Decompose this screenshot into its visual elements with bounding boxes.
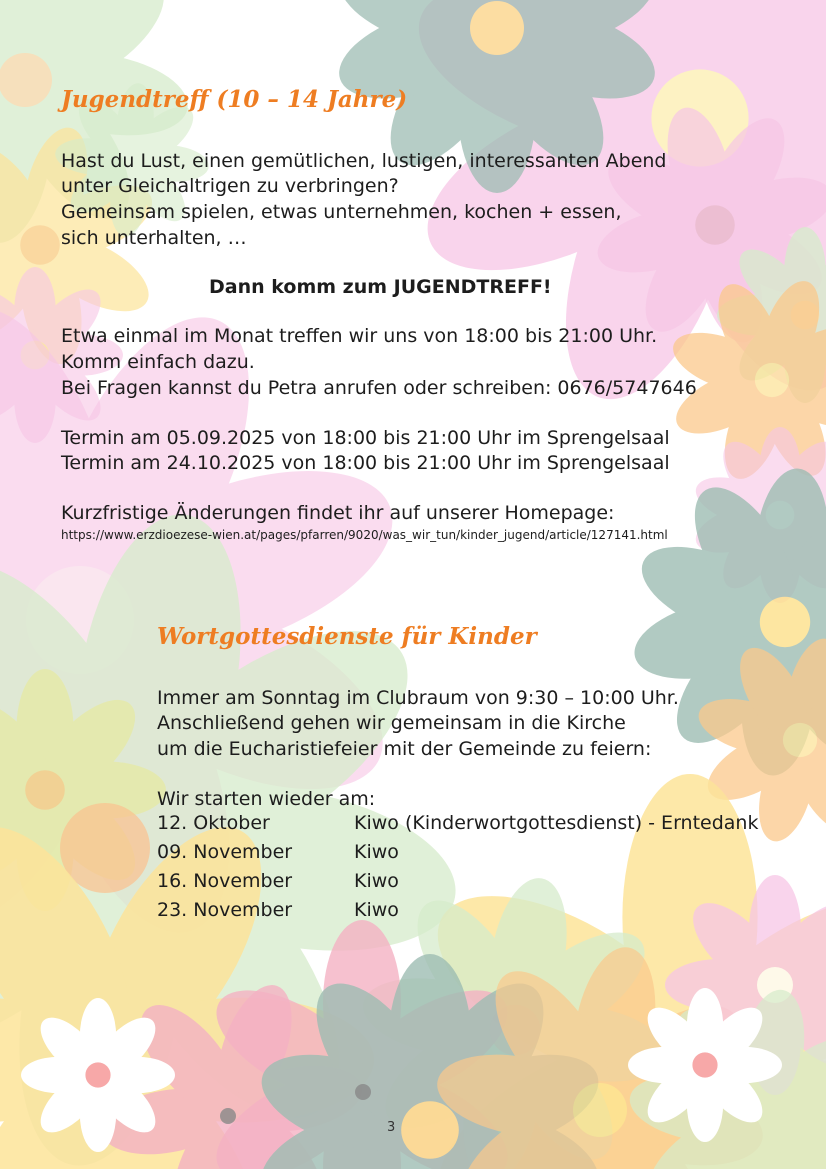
jugendtreff-intro-line-4: sich unterhalten, …: [61, 227, 247, 249]
schedule-event: Kiwo: [354, 899, 399, 921]
flower-dot: [220, 1108, 236, 1124]
jugendtreff-intro-line-1: Hast du Lust, einen gemütlichen, lustigen, interessanten Abend: [61, 150, 667, 172]
flower-shape: [628, 988, 782, 1142]
kiwo-intro-line-1: Immer am Sonntag im Clubraum von 9:30 – 10:00 Uhr.: [157, 687, 679, 709]
schedule-event: Kiwo: [354, 870, 399, 892]
schedule-date: 09. November: [157, 841, 293, 863]
schedule-event: Kiwo: [354, 841, 399, 863]
jugendtreff-info-line-1: Etwa einmal im Monat treffen wir uns von 18:00 bis 21:00 Uhr.: [61, 325, 658, 347]
flower-dot: [355, 1084, 371, 1100]
jugendtreff-info-line-2: Komm einfach dazu.: [61, 351, 255, 373]
schedule-date: 16. November: [157, 870, 293, 892]
schedule-event: Kiwo (Kinderwortgottesdienst) - Erntedank: [354, 812, 759, 834]
schedule-date: 12. Oktober: [157, 812, 270, 834]
schedule-date: 23. November: [157, 899, 293, 921]
jugendtreff-heading: Jugendtreff (10 – 14 Jahre): [61, 86, 408, 113]
changes-note: Kurzfristige Änderungen findet ihr auf unserer Homepage:: [61, 502, 615, 524]
jugendtreff-intro-line-2: unter Gleichaltrigen zu verbringen?: [61, 175, 399, 197]
flower-shape: [21, 998, 175, 1152]
schedule-label: Wir starten wieder am:: [157, 788, 376, 810]
jugendtreff-date-2: Termin am 24.10.2025 von 18:00 bis 21:00 Uhr im Sprengelsaal: [61, 452, 670, 474]
kiwo-intro-line-2: Anschließend gehen wir gemeinsam in die Kirche: [157, 712, 626, 734]
jugendtreff-intro-line-3: Gemeinsam spielen, etwas unternehmen, kochen + essen,: [61, 201, 622, 223]
homepage-url[interactable]: https://www.erzdioezese-wien.at/pages/pfarren/9020/was_wir_tun/kinder_jugend/article/127141.html: [61, 528, 668, 542]
kiwo-intro-line-3: um die Eucharistiefeier mit der Gemeinde zu feiern:: [157, 738, 652, 760]
page-number: 3: [387, 1120, 396, 1135]
jugendtreff-contact-line: Bei Fragen kannst du Petra anrufen oder schreiben: 0676/5747646: [61, 377, 697, 399]
jugendtreff-date-1: Termin am 05.09.2025 von 18:00 bis 21:00 Uhr im Sprengelsaal: [61, 427, 670, 449]
jugendtreff-callout: Dann komm zum JUGENDTREFF!: [209, 276, 552, 298]
wortgottesdienste-heading: Wortgottesdienste für Kinder: [157, 623, 537, 650]
